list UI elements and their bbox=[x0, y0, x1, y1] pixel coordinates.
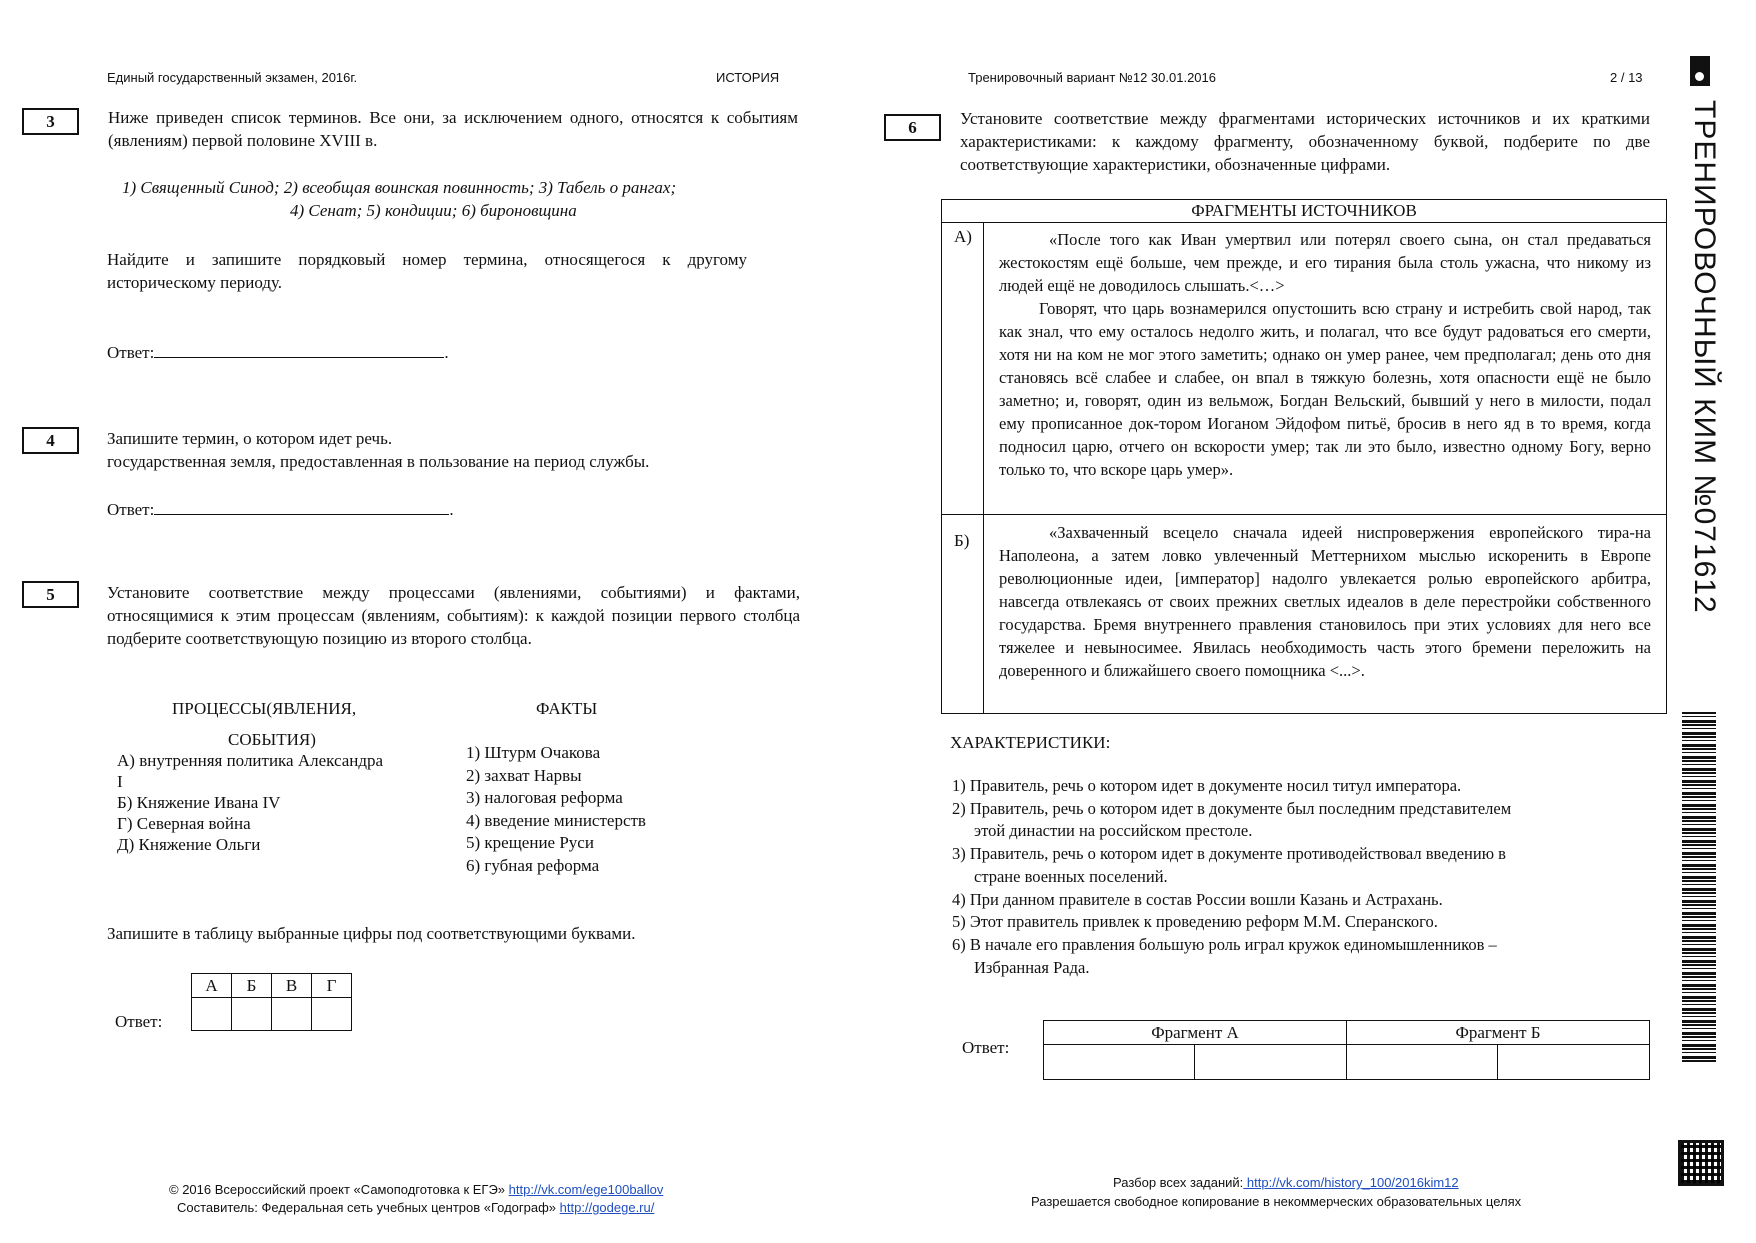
answer-table-header: Г bbox=[312, 974, 352, 998]
header-page: 2 / 13 bbox=[1610, 70, 1643, 85]
characteristic-item: этой династии на российском престоле. bbox=[974, 821, 1253, 841]
characteristic-item: 6) В начале его правления большую роль играл кружок единомышленников – bbox=[952, 934, 1497, 954]
question-6-intro: Установите соответствие между фрагментами исторических источников и их краткими характеристиками: к каждому фрагменту, обозначенному буквой, подберите по две соответствующие характеристики, обозначенные цифрами. bbox=[960, 109, 1650, 174]
question-3-answer-field[interactable] bbox=[154, 342, 444, 358]
question-3-answer-label: Ответ: bbox=[107, 343, 155, 362]
fragments-divider-horizontal bbox=[941, 514, 1667, 515]
fragment-b-text: «Захваченный всецело сначала идеей ниспровержения европейского тира-на Наполеона, а затем ловко увлеченный Меттернихом мыслью искоренить в Европе революционные идеи, [император] надолго увлекается ролью европейского арбитра, навсегда отвлекаясь от своих прежних светлых идеалов в деле перестройки собственного государства. Бремя внутреннего правления становилось при этих условиях для него все тяжелее и невыносимее. Явилась необходимость часть этого бремени переложить на доверенного и ближайшего своего помощника <...>. bbox=[999, 523, 1651, 680]
answer-cell[interactable] bbox=[1044, 1045, 1195, 1080]
question-5-instruction: Запишите в таблицу выбранные цифры под соответствующими буквами. bbox=[107, 924, 636, 943]
barcode-icon bbox=[1682, 712, 1716, 1062]
question-5-intro: Установите соответствие между процессами (явлениями, событиями) и фактами, относящимися к этим процессам (явлениям, событиям): к каждой позиции первого столбца подберите соответствующую позицию из второго столбца. bbox=[107, 583, 800, 648]
footer-author-text: Составитель: Федеральная сеть учебных центров «Годограф» bbox=[177, 1200, 557, 1215]
question-3-task: Найдите и запишите порядковый номер термина, относящегося к другому историческому периоду. bbox=[107, 250, 747, 292]
footer-left-line-1 bbox=[169, 1182, 663, 1197]
characteristic-item: 3) Правитель, речь о котором идет в документе противодействовал введению в bbox=[952, 844, 1506, 864]
fragment-a-paragraph-2: Говорят, что царь вознамерился опустошить всю страну и истребить свой народ, так как знал, что ему осталось недолго жить, и полагал, что все будут радоваться его смерти, хотя ни на ком не мог этого заметить; однако он умер ранее, чем предполагал; день ото дня становясь всё слабее и слабее, он впал в тяжкую болезнь, хотя опасности ещё не было заметно; и, говорят, один из вельмож, Богдан Вельский, бывший у него в милости, подал ему прописанное док-тором Иоганом Эйдофом питьё, бросив в него яд в то время, когда подносил царю, отчего он вскорости умер; так ли это было, известно одному Богу, верно только то, что вскоре царь умер». bbox=[999, 299, 1651, 479]
question-5-col1-header-line-2: СОБЫТИЯ) bbox=[228, 730, 316, 749]
fragment-a-paragraph-1: «После того как Иван умертвил или потерял своего сына, он стал предаваться жестокостям ещё больше, чем прежде, и его тирания была столь ужасна, что никому из людей ещё не доводилось слышать.<…> bbox=[999, 230, 1651, 295]
answer-cell[interactable] bbox=[1347, 1045, 1498, 1080]
fragments-title: ФРАГМЕНТЫ ИСТОЧНИКОВ bbox=[941, 199, 1667, 223]
answer-cell[interactable] bbox=[272, 998, 312, 1031]
fact-item: 5) крещение Руси bbox=[466, 833, 594, 852]
fragment-a-label: А) bbox=[954, 227, 972, 246]
question-5-col2-header: ФАКТЫ bbox=[536, 699, 598, 718]
question-3-number: 3 bbox=[22, 108, 79, 135]
answer-cell[interactable] bbox=[1195, 1045, 1347, 1080]
question-5-facts bbox=[466, 742, 646, 877]
characteristic-item: 5) Этот правитель привлек к проведению реформ М.М. Сперанского. bbox=[952, 912, 1438, 932]
answer-cell[interactable] bbox=[1498, 1045, 1650, 1080]
footer-right-line-1 bbox=[1113, 1175, 1459, 1190]
question-6-answer-table bbox=[1043, 1020, 1650, 1080]
process-item: Г) Северная война bbox=[117, 814, 251, 833]
question-4-number: 4 bbox=[22, 427, 79, 454]
qr-code-icon bbox=[1678, 1140, 1724, 1186]
question-3-terms-line-1: 1) Священный Синод; 2) всеобщая воинская повинность; 3) Табель о рангах; bbox=[122, 178, 677, 197]
fact-item: 1) Штурм Очакова bbox=[466, 743, 601, 762]
answer-cell[interactable] bbox=[312, 998, 352, 1031]
question-3-answer: Ответ: . bbox=[107, 343, 449, 362]
answer-table-header: Б bbox=[232, 974, 272, 998]
footer-godege-link[interactable]: http://godege.ru/ bbox=[559, 1200, 655, 1215]
fact-item: 4) введение министерств bbox=[466, 810, 646, 830]
footer-history-link[interactable]: http://vk.com/history_100/2016kim12 bbox=[1243, 1175, 1459, 1190]
process-item: А) внутренняя политика Александра bbox=[117, 751, 384, 770]
answer-cell[interactable] bbox=[232, 998, 272, 1031]
characteristic-item: 1) Правитель, речь о котором идет в документе носил титул императора. bbox=[952, 776, 1462, 795]
process-item: I bbox=[117, 772, 123, 791]
question-4-answer-field[interactable] bbox=[154, 499, 449, 515]
answer-table-header: В bbox=[272, 974, 312, 998]
footer-project-text: © 2016 Всероссийский проект «Самоподготовка к ЕГЭ» bbox=[169, 1182, 506, 1197]
characteristic-item: 4) При данном правителе в состав России вошли Казань и Астрахань. bbox=[952, 889, 1443, 909]
footer-copy-notice: Разрешается свободное копирование в некоммерческих образовательных целях bbox=[1031, 1194, 1522, 1209]
footer-review-text: Разбор всех заданий: bbox=[1113, 1175, 1244, 1190]
question-4-line-1: Запишите термин, о котором идет речь. bbox=[107, 429, 393, 448]
question-6-answer-label: Ответ: bbox=[962, 1038, 1010, 1057]
characteristic-item: 2) Правитель, речь о котором идет в документе был последним представителем bbox=[952, 798, 1512, 818]
question-5-answer-table bbox=[191, 973, 352, 1031]
question-5-col1-header-line-1: ПРОЦЕССЫ(ЯВЛЕНИЯ, bbox=[172, 699, 357, 718]
question-5-processes bbox=[117, 750, 383, 855]
process-item: Д) Княжение Ольги bbox=[117, 835, 261, 854]
fact-item: 2) захват Нарвы bbox=[466, 765, 582, 785]
characteristics-title: ХАРАКТЕРИСТИКИ: bbox=[950, 733, 1111, 752]
question-5-answer-label: Ответ: bbox=[115, 1012, 163, 1031]
answer-table-header: Фрагмент А bbox=[1044, 1021, 1347, 1045]
question-4-answer-label: Ответ: bbox=[107, 500, 155, 519]
question-4-line-2: государственная земля, предоставленная в пользование на период службы. bbox=[107, 452, 650, 471]
characteristics-list bbox=[952, 775, 1511, 979]
header-subject: ИСТОРИЯ bbox=[716, 70, 780, 85]
vertical-title: ТРЕНИРОВОЧНЫЙ КИМ №071612 bbox=[1688, 100, 1721, 614]
answer-table-header: А bbox=[192, 974, 232, 998]
corner-marker-icon bbox=[1690, 56, 1710, 86]
answer-cell[interactable] bbox=[192, 998, 232, 1031]
fact-item: 3) налоговая реформа bbox=[466, 788, 623, 807]
characteristic-item: Избранная Рада. bbox=[974, 957, 1090, 977]
fragment-b-label: Б) bbox=[954, 531, 970, 550]
question-3-terms-line-2: 4) Сенат; 5) кондиции; 6) бироновщина bbox=[290, 201, 577, 220]
process-item: Б) Княжение Ивана IV bbox=[117, 793, 281, 812]
footer-left-line-2 bbox=[177, 1200, 654, 1215]
header-exam: Единый государственный экзамен, 2016г. bbox=[107, 70, 358, 85]
question-5-number: 5 bbox=[22, 581, 79, 608]
question-3-intro: Ниже приведен список терминов. Все они, за исключением одного, относятся к событиям (явлениям) первой половине XVIII в. bbox=[108, 108, 798, 150]
answer-table-header: Фрагмент Б bbox=[1347, 1021, 1650, 1045]
question-4-answer: Ответ: . bbox=[107, 500, 454, 519]
fact-item: 6) губная реформа bbox=[466, 855, 600, 875]
characteristic-item: стране военных поселений. bbox=[974, 866, 1168, 886]
question-6-number: 6 bbox=[884, 114, 941, 141]
fragments-divider-vertical bbox=[983, 223, 984, 714]
footer-vk-link[interactable]: http://vk.com/ege100ballov bbox=[508, 1182, 664, 1197]
header-variant: Тренировочный вариант №12 30.01.2016 bbox=[968, 70, 1216, 85]
